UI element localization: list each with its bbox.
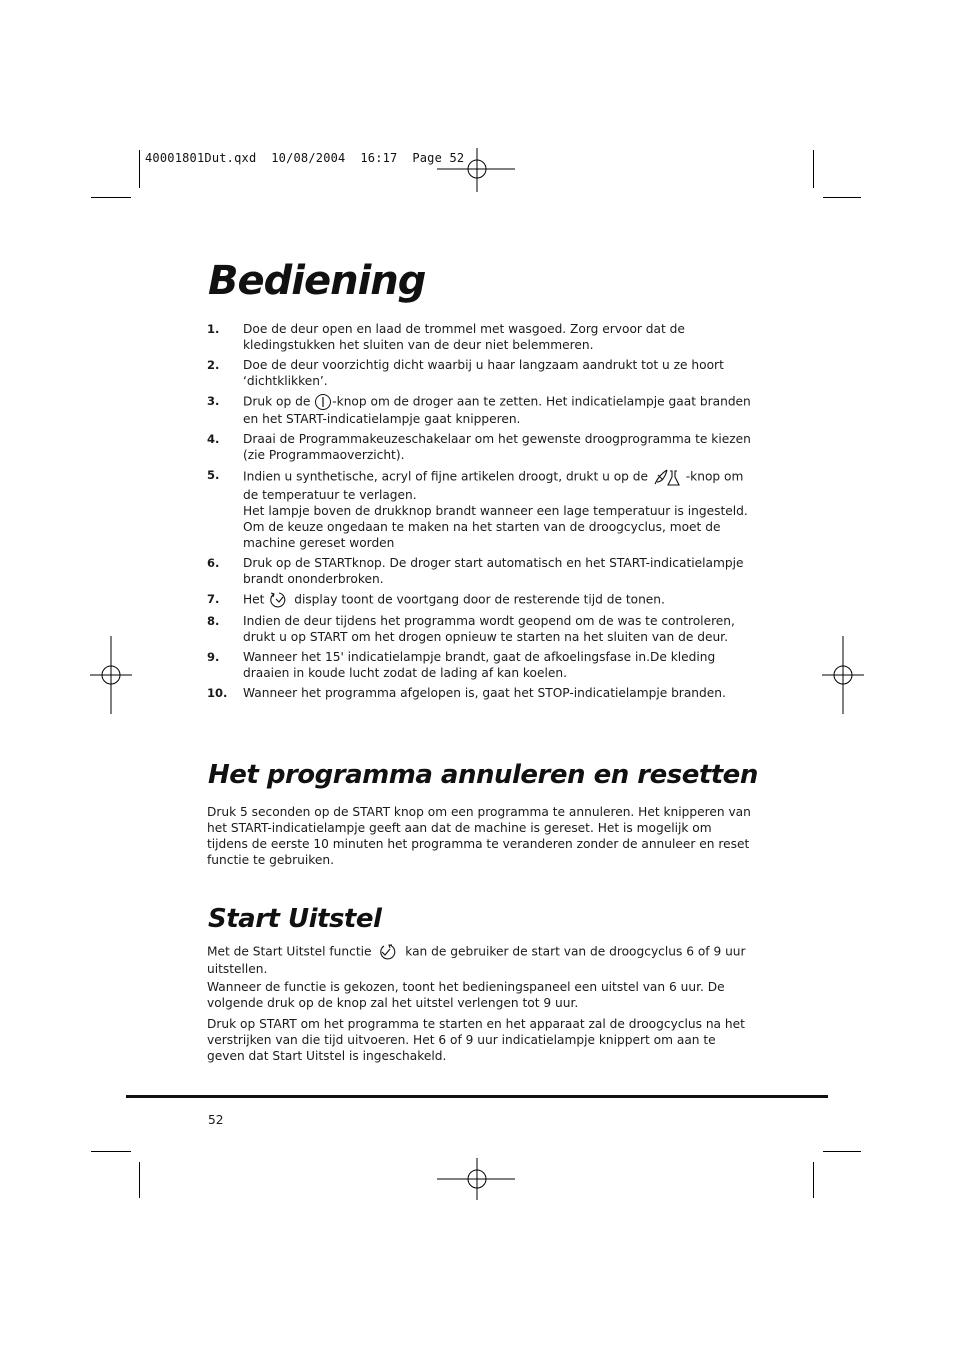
step-number: 4. xyxy=(207,432,220,446)
list-item xyxy=(207,321,752,353)
list-item xyxy=(207,393,752,427)
list-item xyxy=(207,649,752,681)
delay-text-post: kan de gebruiker de start van de droogcyclus 6 of 9 uur uitstellen. xyxy=(207,944,746,976)
slug-page: Page 52 xyxy=(412,151,465,165)
list-item xyxy=(207,357,752,389)
footer-rule xyxy=(126,1095,828,1098)
section-body-reset: Druk 5 seconden op de START knop om een programma te annuleren. Het knipperen van het START-indicatielampje geeft aan dat de machine is gereset. Het is mogelijk om tijdens de eerste 10 minuten het programma te veranderen zonder de annuleer en reset functie te gebruiken. xyxy=(207,805,751,867)
step-number: 8. xyxy=(207,614,220,628)
page-title: Bediening xyxy=(208,258,426,304)
registration-mark-bottom xyxy=(437,1158,517,1200)
list-item xyxy=(207,685,752,701)
step-number: 10. xyxy=(207,686,228,700)
slug-date: 10/08/2004 xyxy=(271,151,346,165)
delay-paragraph-1 xyxy=(207,943,752,977)
step-text xyxy=(243,467,752,551)
power-icon xyxy=(314,393,332,411)
step-text: Wanneer het programma afgelopen is, gaat het STOP-indicatielampje branden. xyxy=(243,686,726,700)
step-text: Wanneer het 15' indicatielampje brandt, gaat de afkoelingsfase in.De kleding draaien in koude lucht zodat de lading af kan koelen. xyxy=(243,650,716,680)
step-text-pre: Indien u synthetische, acryl of fijne artikelen droogt, drukt u op de xyxy=(243,469,649,484)
registration-mark-right xyxy=(822,636,864,714)
slug-time: 16:17 xyxy=(360,151,398,165)
steps-list xyxy=(207,321,752,705)
list-item xyxy=(207,431,752,463)
step-text: Doe de deur open en laad de trommel met wasgoed. Zorg ervoor dat de kledingstukken het sluiten van de deur niet belemmeren. xyxy=(243,322,685,352)
delay-paragraph-3: Druk op START om het programma te starten en het apparaat zal de droogcyclus na het verstrijken van die tijd uitvoeren. Het 6 of 9 uur indicatielampje knippert om aan te geven dat Start Uitstel is ingeschakeld. xyxy=(207,1017,745,1063)
step-number: 6. xyxy=(207,556,220,570)
step-text-post: -knop om de droger aan te zetten. Het indicatielampje gaat branden en het START-indicatielampje gaat knipperen. xyxy=(243,394,751,426)
delay-paragraph-2: Wanneer de functie is gekozen, toont het bedieningspaneel een uitstel van 6 uur. De volgende druk op de knop zal het uitstel verlengen tot 9 uur. xyxy=(207,980,725,1010)
step-number: 3. xyxy=(207,394,220,408)
step-text: Draai de Programmakeuzeschakelaar om het gewenste droogprogramma te kiezen (zie Programmaoverzicht). xyxy=(243,432,751,462)
section-heading-delay: Start Uitstel xyxy=(208,904,382,934)
step-number: 5. xyxy=(207,468,220,482)
list-item xyxy=(207,613,752,645)
list-item xyxy=(207,591,752,609)
page-number: 52 xyxy=(208,1113,224,1127)
delicate-fabric-icon xyxy=(652,467,682,487)
step-text xyxy=(243,393,752,427)
step-text xyxy=(243,591,752,609)
step-text-post: -knop om de temperatuur te verlagen. xyxy=(243,469,744,502)
step-number: 2. xyxy=(207,358,220,372)
step-text-line: Om de keuze ongedaan te maken na het starten van de droogcyclus, moet de machine gereset worden xyxy=(243,520,721,550)
list-item xyxy=(207,467,752,551)
section-heading-reset: Het programma annuleren en resetten xyxy=(208,760,758,790)
timer-icon xyxy=(268,591,290,609)
step-text-line: Het lampje boven de drukknop brandt wanneer een lage temperatuur is ingesteld. xyxy=(243,504,748,518)
registration-mark-left xyxy=(90,636,132,714)
list-item xyxy=(207,555,752,587)
step-text-pre: Druk op de xyxy=(243,394,311,409)
step-number: 7. xyxy=(207,592,220,606)
slug-filename: 40001801Dut.qxd xyxy=(145,151,257,165)
print-slug xyxy=(145,151,464,165)
step-number: 1. xyxy=(207,322,220,336)
step-number: 9. xyxy=(207,650,220,664)
step-text-pre: Het xyxy=(243,592,265,607)
delay-start-icon xyxy=(375,943,401,961)
step-text: Doe de deur voorzichtig dicht waarbij u haar langzaam aandrukt tot u ze hoort ‘dichtklikken’. xyxy=(243,358,724,388)
step-text: Druk op de STARTknop. De droger start automatisch en het START-indicatielampje brandt ononderbroken. xyxy=(243,556,744,586)
delay-text-pre: Met de Start Uitstel functie xyxy=(207,944,372,959)
step-text: Indien de deur tijdens het programma wordt geopend om de was te controleren, drukt u op START om het drogen opnieuw te starten na het sluiten van de deur. xyxy=(243,614,735,644)
step-text-post: display toont de voortgang door de resterende tijd de tonen. xyxy=(294,592,665,607)
